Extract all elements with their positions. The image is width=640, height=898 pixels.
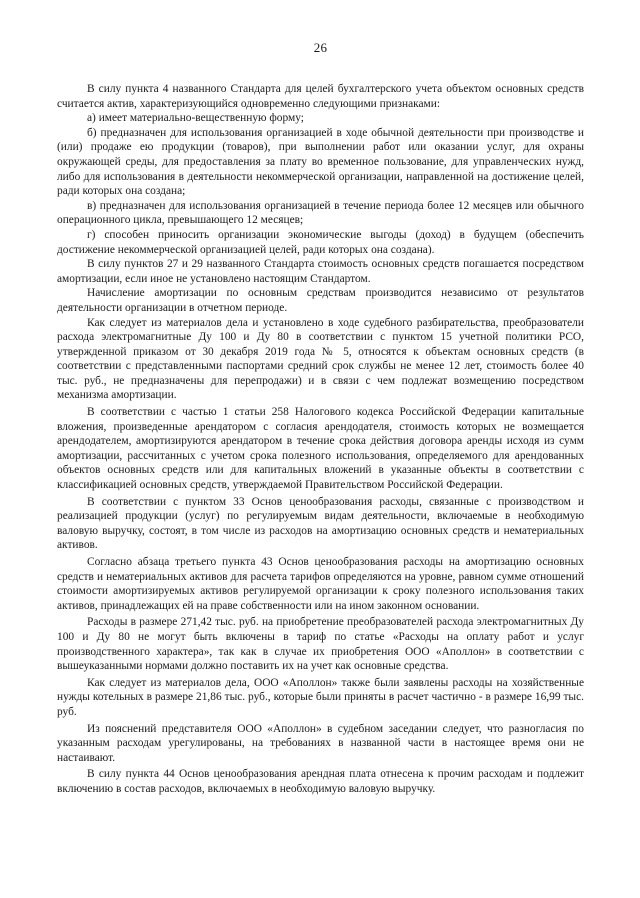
document-body (57, 82, 584, 797)
paragraph-household-needs: Как следует из материалов дела, ООО «Аполлон» также были заявлены расходы на хозяйственные нужды котельных в размере 21,86 тыс. руб., которые были приняты в расчет частично - в размере 16,99 тыс. руб. (57, 676, 584, 718)
paragraph-pricing-point-44: В силу пункта 44 Основ ценообразования арендная плата отнесена к прочим расходам и подлежит включению в состав расходов, включаемых в необходимую валовую выручку. (57, 768, 584, 795)
paragraph-amortization-accrual: Начисление амортизации по основным средствам производится независимо от результатов деятельности организации в отчетном периоде. (57, 287, 584, 314)
paragraph-tax-code-258: В соответствии с частью 1 статьи 258 Налогового кодекса Российской Федерации капитальные вложения, произведенные арендатором с согласия арендодателя, стоимость которых не возмещается арендодателем, амортизируются арендатором в течение срока действия договора аренды исходя из сумм амортизации, рассчитанных с учетом срока полезного использования, определяемого для арендованных объектов основных средств или для капитальных вложений в указанные объекты в соответствии с классификацией основных средств, утверждаемой Правительством Российской Федерации. (57, 406, 584, 492)
paragraph-criterion-a: а) имеет материально-вещественную форму; (87, 112, 304, 125)
paragraph-standard-point-4: В силу пункта 4 названного Стандарта для целей бухгалтерского учета объектом основных средств считается актив, характеризующийся одновременно следующими признаками: (57, 83, 584, 110)
paragraph-expenses-271: Расходы в размере 271,42 тыс. руб. на приобретение преобразователей расхода электромагнитных Ду 100 и Ду 80 не могут быть включены в тариф по статье «Расходы на оплату работ и услуг производственного характера», так как в случае их приобретения ООО «Аполлон» в соответствии с вышеуказанными нормами должно поставить их на учет как основные средства. (57, 616, 584, 673)
paragraph-criterion-d: г) способен приносить организации экономические выгоды (доход) в будущем (обеспечить достижение некоммерческой организацией целей, ради которых она создана). (57, 228, 584, 256)
paragraph-points-27-29: В силу пунктов 27 и 29 названного Стандарта стоимость основных средств погашается посредством амортизации, если иное не установлено настоящим Стандартом. (57, 258, 584, 285)
paragraph-criterion-c: в) предназначен для использования организацией в течение периода более 12 месяцев или обычного операционного цикла, превышающего 12 месяцев; (57, 199, 584, 227)
paragraph-pricing-point-33: В соответствии с пунктом 33 Основ ценообразования расходы, связанные с производством и реализацией продукции (услуг) по регулируемым видам деятельности, включаемые в необходимую валовую выручку, состоят, в том числе из расходов на амортизацию основных средств и нематериальных активов. (57, 495, 584, 552)
paragraph-representative-explanations: Из пояснений представителя ООО «Аполлон» в судебном заседании следует, что разногласия по указанным расходам урегулированы, на требованиях в названной части в настоящее время они не настаивают. (57, 722, 584, 764)
paragraph-pricing-point-43: Согласно абзаца третьего пункта 43 Основ ценообразования расходы на амортизацию основных средств и нематериальных активов для расчета тарифов определяются на уровне, равном сумме отношений стоимости амортизируемых активов регулируемой организации к сроку полезного использования таких активов, принадлежащих ей на праве собственности или на ином законном основании. (57, 556, 584, 612)
paragraph-criterion-b: б) предназначен для использования организацией в ходе обычной деятельности при производстве и (или) продаже ею продукции (товаров), при выполнении работ или оказании услуг, для охраны окружающей среды, для предоставления за плату во временное пользование, для управленческих нужд, либо для использования в деятельности некоммерческой организации, направленной на достижение целей, ради которых она создана; (57, 126, 584, 198)
paragraph-case-materials-converters: Как следует из материалов дела и установлено в ходе судебного разбирательства, преобразователи расхода электромагнитные Ду 100 и Ду 80 в соответствии с пунктом 15 учетной политики РСО, утвержденной приказом от 30 декабря 2019 года № 5, относятся к объектам основных средств (в соответствии с представленными паспортами средний срок службы не менее 12 лет, стоимость более 40 тыс. руб., не предназначены для перепродажи) и в связи с чем подлежат возмещению посредством механизма амортизации. (57, 316, 584, 402)
page-number: 26 (313, 40, 328, 55)
